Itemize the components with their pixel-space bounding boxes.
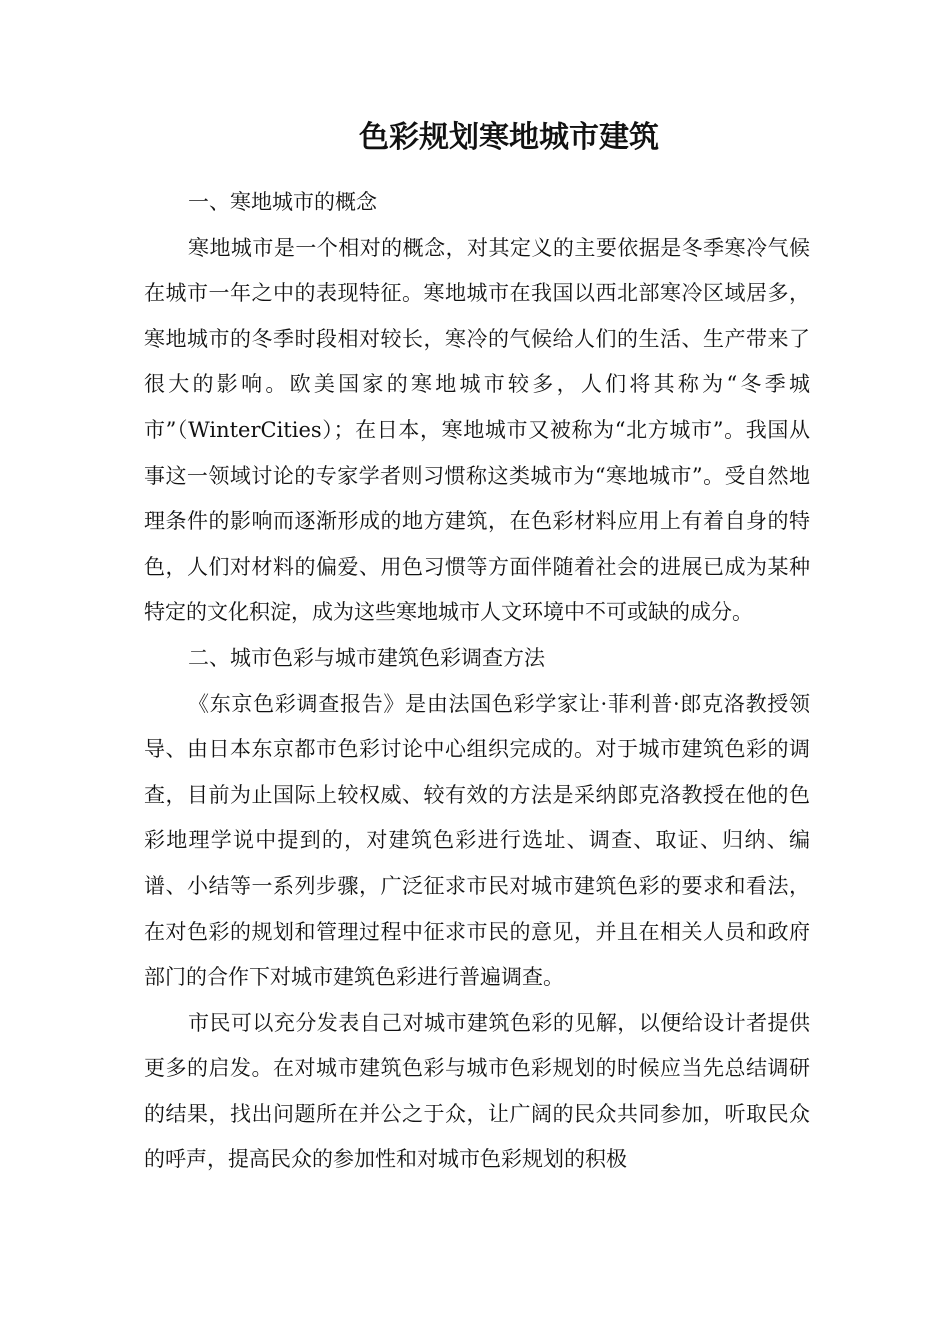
section-heading-2: 二、城市色彩与城市建筑色彩调查方法: [188, 645, 545, 670]
paragraph-1: 寒地城市是一个相对的概念，对其定义的主要依据是冬季寒冷气候在城市一年之中的表现特征。寒地城市在我国以西北部寒冷区域居多，寒地城市的冬季时段相对较长，寒冷的气候给人们的生活、生产带来了很大的影响。欧美国家的寒地城市较多，人们将其称为“冬季城市”（WinterCities）；在日本，寒地城市又被称为“北方城市”。我国从事这一领域讨论的专家学者则习惯称这类城市为“寒地城市”。受自然地理条件的影响而逐渐形成的地方建筑，在色彩材料应用上有着自身的特色，人们对材料的偏爱、用色习惯等方面伴随着社会的进展已成为某种特定的文化积淀，成为这些寒地城市人文环境中不可或缺的成分。: [144, 235, 810, 625]
paragraph-3: 市民可以充分发表自己对城市建筑色彩的见解，以便给设计者提供更多的启发。在对城市建筑色彩与城市色彩规划的时候应当先总结调研的结果，找出问题所在并公之于众，让广阔的民众共同参加，听取民众的呼声，提高民众的参加性和对城市色彩规划的积极: [144, 1010, 810, 1172]
document-body: [144, 180, 810, 1183]
document-title: 色彩规划寒地城市建筑: [359, 120, 659, 155]
section-heading-1: 一、寒地城市的概念: [188, 190, 377, 214]
paragraph-2: 《东京色彩调查报告》是由法国色彩学家让·菲利普·郎克洛教授领导、由日本东京都市色彩讨论中心组织完成的。对于城市建筑色彩的调查，目前为止国际上较权威、较有效的方法是采纳郎克洛教授在他的色彩地理学说中提到的，对建筑色彩进行选址、调查、取证、归纳、编谱、小结等一系列步骤，广泛征求市民对城市建筑色彩的要求和看法，在对色彩的规划和管理过程中征求市民的意见，并且在相关人员和政府部门的合作下对城市建筑色彩进行普遍调查。: [144, 691, 810, 990]
